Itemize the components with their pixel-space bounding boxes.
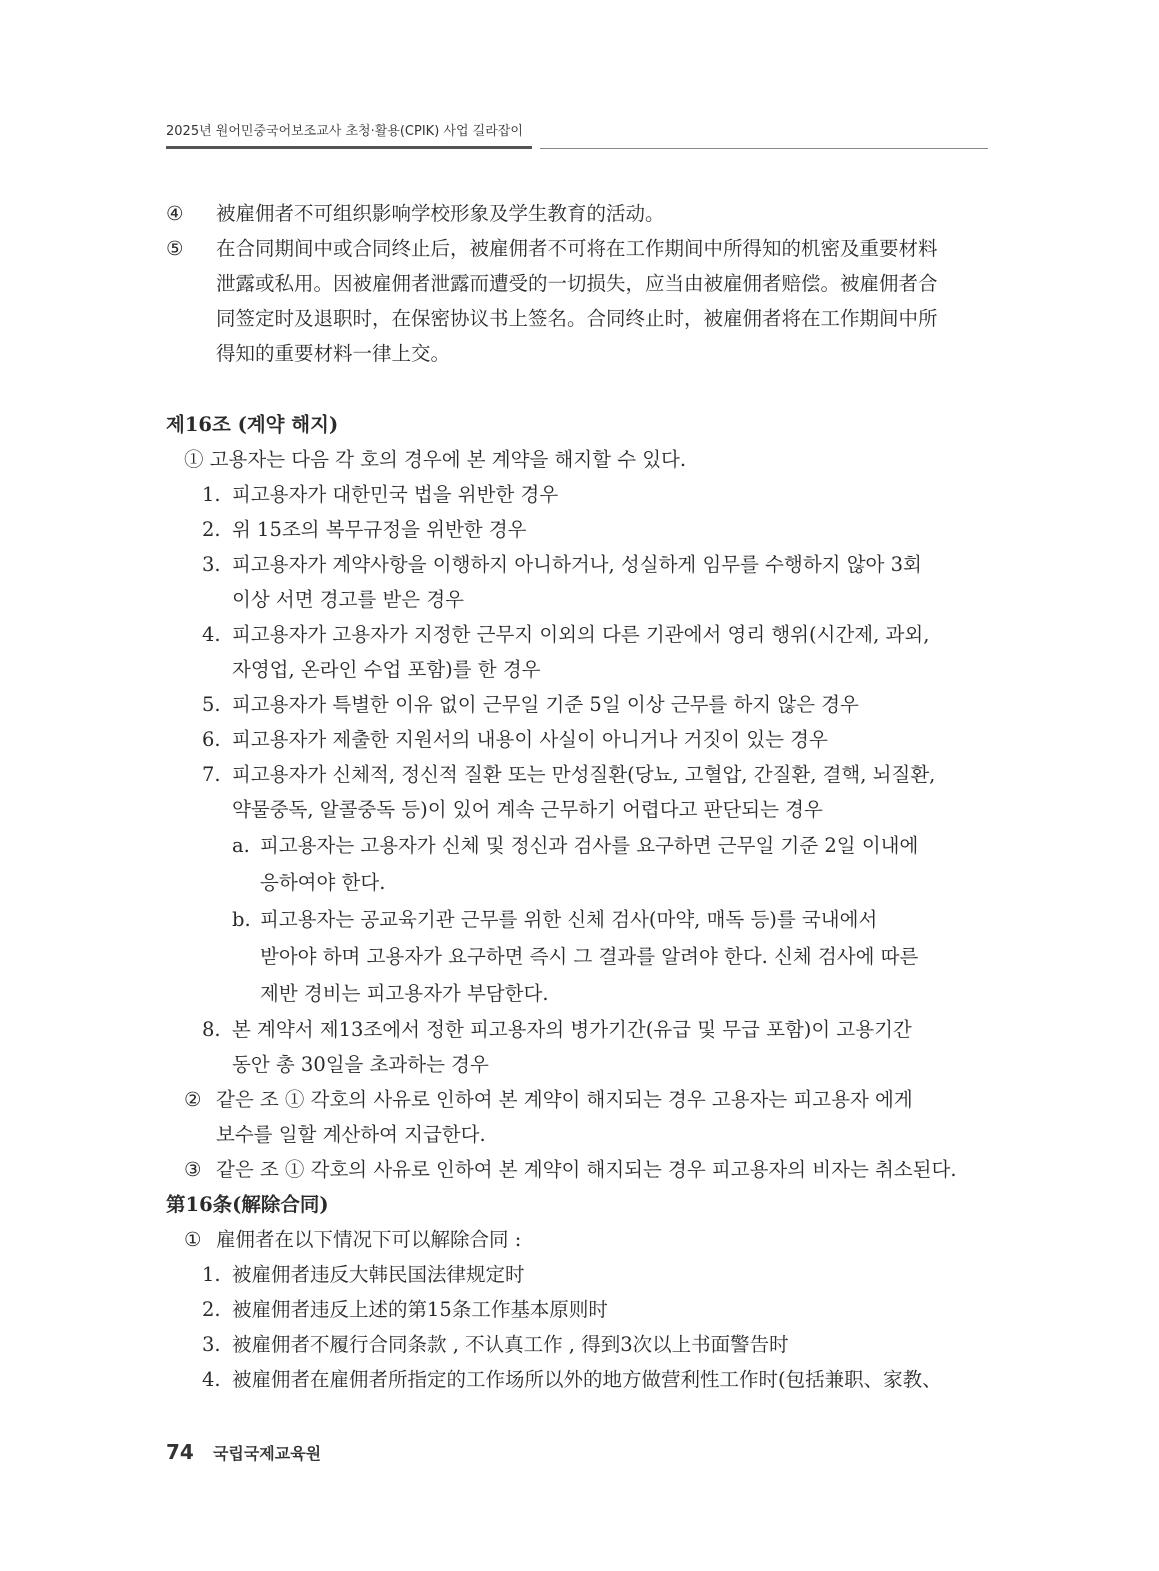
- item-marker: 8.: [202, 1018, 221, 1041]
- list-item: 3. 被雇佣者不履行合同条款 , 不认真工作 , 得到3次以上书面警告时: [166, 1327, 990, 1362]
- paragraph: ① 雇佣者在以下情况下可以解除合同 :: [166, 1222, 990, 1257]
- item-marker: ③: [184, 1158, 202, 1181]
- sub-list-item: a. 피고용자는 고용자가 신체 및 정신과 검사를 요구하면 근무일 기준 2일 이내에 응하여야 한다.: [166, 827, 990, 901]
- sub-list-item: b. 피고용자는 공교육기관 근무를 위한 신체 검사(마약, 매독 등)를 국내에서 받아야 하며 고용자가 요구하면 즉시 그 결과를 알려야 한다. 신체 검사에 따른 제반 경비는 피고용자가 부담한다.: [166, 901, 990, 1012]
- item-marker: b.: [232, 908, 251, 931]
- footer-org: 국립국제교육원: [212, 1444, 322, 1463]
- list-item: 1. 被雇佣者违反大韩民国法律规定时: [166, 1257, 990, 1292]
- item-marker: 5.: [202, 693, 221, 716]
- list-item: ⑤ 在合同期间中或合同终止后，被雇佣者不可将在工作期间中所得知的机密及重要材料 泄露或私用。因被雇佣者泄露而遭受的一切损失，应当由被雇佣者赔偿。被雇佣者合 同签定时及退职时，在保密协议书上签名。合同终止时，被雇佣者将在工作期间中所 得知的重要材料一律上交。: [166, 231, 990, 371]
- list-item: 5. 피고용자가 특별한 이유 없이 근무일 기준 5일 이상 근무를 하지 않은 경우: [166, 687, 990, 722]
- header-title: 2025년 원어민중국어보조교사 초청·활용(CPIK) 사업 길라잡이: [166, 124, 523, 139]
- item-marker: ②: [184, 1088, 202, 1111]
- list-item: 4. 被雇佣者在雇佣者所指定的工作场所以外的地方做营利性工作时(包括兼职、家教、: [166, 1362, 990, 1397]
- document-body: [166, 196, 990, 1397]
- item-marker: 1.: [202, 483, 221, 506]
- item-marker: a.: [232, 834, 250, 857]
- list-item: 8. 본 계약서 제13조에서 정한 피고용자의 병가기간(유급 및 무급 포함)이 고용기간 동안 총 30일을 초과하는 경우: [166, 1012, 990, 1082]
- item-marker: 3.: [202, 1333, 221, 1356]
- list-item: 4. 피고용자가 고용자가 지정한 근무지 이외의 다른 기관에서 영리 행위(시간제, 과외, 자영업, 온라인 수업 포함)를 한 경우: [166, 617, 990, 687]
- item-marker: 6.: [202, 728, 221, 751]
- paragraph: ① 고용자는 다음 각 호의 경우에 본 계약을 해지할 수 있다.: [184, 448, 687, 471]
- list-item: 2. 被雇佣者违反上述的第15条工作基本原则时: [166, 1292, 990, 1327]
- item-marker: 4.: [202, 623, 221, 646]
- page-number: 74: [166, 1440, 194, 1464]
- section-heading: 第16条(解除合同): [166, 1193, 329, 1216]
- item-marker: ⑤: [166, 237, 184, 260]
- item-marker: 3.: [202, 553, 221, 576]
- paragraph: ③ 같은 조 ① 각호의 사유로 인하여 본 계약이 해지되는 경우 피고용자의 비자는 취소된다.: [166, 1152, 990, 1187]
- header-rule: [166, 146, 532, 149]
- paragraph: ② 같은 조 ① 각호의 사유로 인하여 본 계약이 해지되는 경우 고용자는 피고용자 에게 보수를 일할 계산하여 지급한다.: [166, 1082, 990, 1152]
- page-footer: [166, 1440, 321, 1464]
- item-marker: 2.: [202, 518, 221, 541]
- item-marker: 4.: [202, 1368, 221, 1391]
- list-item: 7. 피고용자가 신체적, 정신적 질환 또는 만성질환(당뇨, 고혈압, 간질환, 결핵, 뇌질환, 약물중독, 알콜중독 등)이 있어 계속 근무하기 어렵다고 판단되는 경우: [166, 757, 990, 827]
- item-marker: 7.: [202, 763, 221, 786]
- list-item: 3. 피고용자가 계약사항을 이행하지 아니하거나, 성실하게 임무를 수행하지 않아 3회 이상 서면 경고를 받은 경우: [166, 547, 990, 617]
- section-heading: 제16조 (계약 해지): [166, 413, 339, 436]
- list-item: ④ 被雇佣者不可组织影响学校形象及学生教育的活动。: [166, 196, 990, 231]
- header-rule-thin: [540, 148, 988, 149]
- item-marker: 2.: [202, 1298, 221, 1321]
- page-header: [166, 120, 988, 154]
- list-item: 6. 피고용자가 제출한 지원서의 내용이 사실이 아니거나 거짓이 있는 경우: [166, 722, 990, 757]
- item-marker: 1.: [202, 1263, 221, 1286]
- list-item: 1. 피고용자가 대한민국 법을 위반한 경우: [166, 477, 990, 512]
- item-marker: ④: [166, 202, 184, 225]
- list-item: 2. 위 15조의 복무규정을 위반한 경우: [166, 512, 990, 547]
- item-marker: ①: [184, 1228, 202, 1251]
